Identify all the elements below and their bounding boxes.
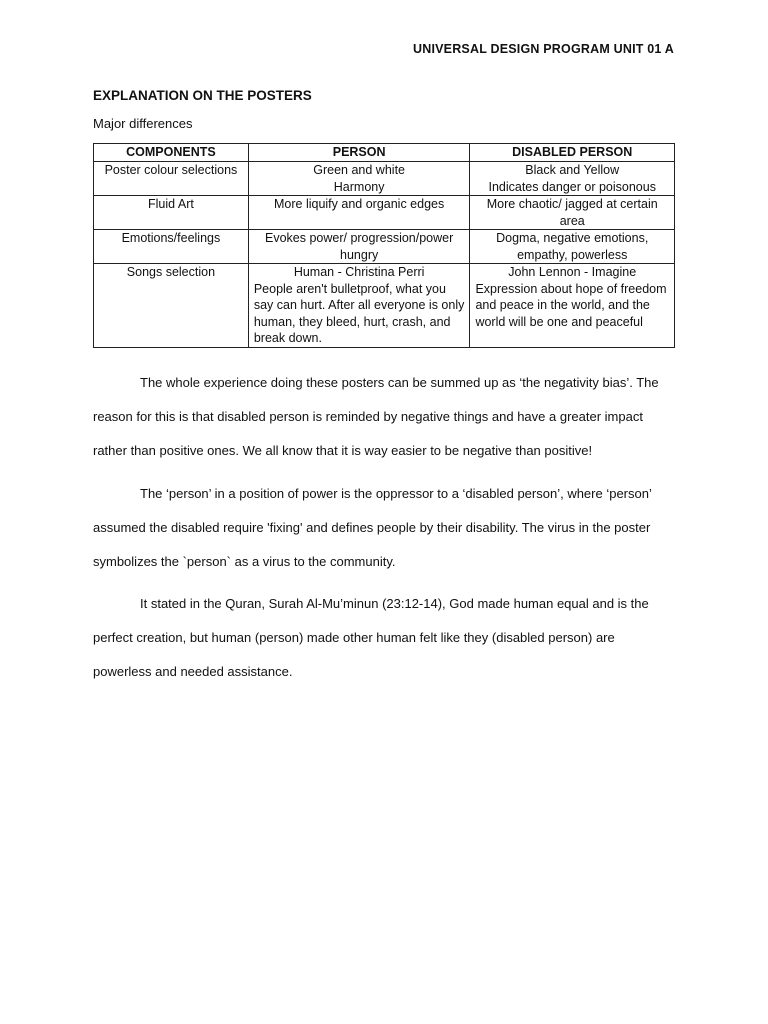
page-title: EXPLANATION ON THE POSTERS [93,88,312,103]
comparison-table [93,143,675,348]
person-song-title: Human - Christina Perri [293,265,425,279]
component-cell: Emotions/feelings [94,230,249,264]
disabled-cell: More chaotic/ jagged at certain area [470,196,675,230]
column-header-disabled-person: DISABLED PERSON [470,144,675,162]
table-row [94,196,675,230]
table-row [94,264,675,348]
person-cell [248,264,470,348]
disabled-song-description: Expression about hope of freedom and peace in the world, and the world will be one and peaceful [475,281,667,329]
disabled-cell [470,162,675,196]
column-header-components: COMPONENTS [94,144,249,162]
table-caption: Major differences [93,116,193,131]
disabled-song-title: John Lennon - Imagine [508,265,637,279]
body-paragraph [93,366,675,468]
column-header-person: PERSON [248,144,470,162]
table-row [94,230,675,264]
body-paragraph [93,587,675,689]
person-cell [248,162,470,196]
person-cell-line: Green and white [313,163,405,177]
disabled-cell-line: Black and Yellow [525,163,620,177]
component-cell: Songs selection [94,264,249,348]
paragraph-text: The ‘person’ in a position of power is the oppressor to a ‘disabled person’, where ‘person’ assumed the disabled require 'fixing' and defines people by their disability. The virus in the poster symbolizes the `person` as a virus to the community. [93,486,652,569]
disabled-cell [470,264,675,348]
table-header-row [94,144,675,162]
page-header: UNIVERSAL DESIGN PROGRAM UNIT 01 A [413,42,674,56]
body-paragraph [93,477,675,579]
paragraph-text: The whole experience doing these posters can be summed up as ‘the negativity bias’. The reason for this is that disabled person is reminded by negative things and have a greater impact rather than positive ones. We all know that it is way easier to be negative than positive! [93,375,659,458]
component-cell: Poster colour selections [94,162,249,196]
component-cell: Fluid Art [94,196,249,230]
person-song-description: People aren't bulletproof, what you say can hurt. After all everyone is only human, they bleed, hurt, crash, and break down. [253,281,465,345]
table-row [94,162,675,196]
disabled-cell-line: Indicates danger or poisonous [488,179,656,194]
person-cell: More liquify and organic edges [248,196,470,230]
person-cell-line: Harmony [333,179,385,194]
person-cell: Evokes power/ progression/power hungry [248,230,470,264]
disabled-cell: Dogma, negative emotions, empathy, powerless [470,230,675,264]
paragraph-text: It stated in the Quran, Surah Al-Mu’minun (23:12-14), God made human equal and is the perfect creation, but human (person) made other human felt like they (disabled person) are powerless and needed assistance. [93,596,649,679]
